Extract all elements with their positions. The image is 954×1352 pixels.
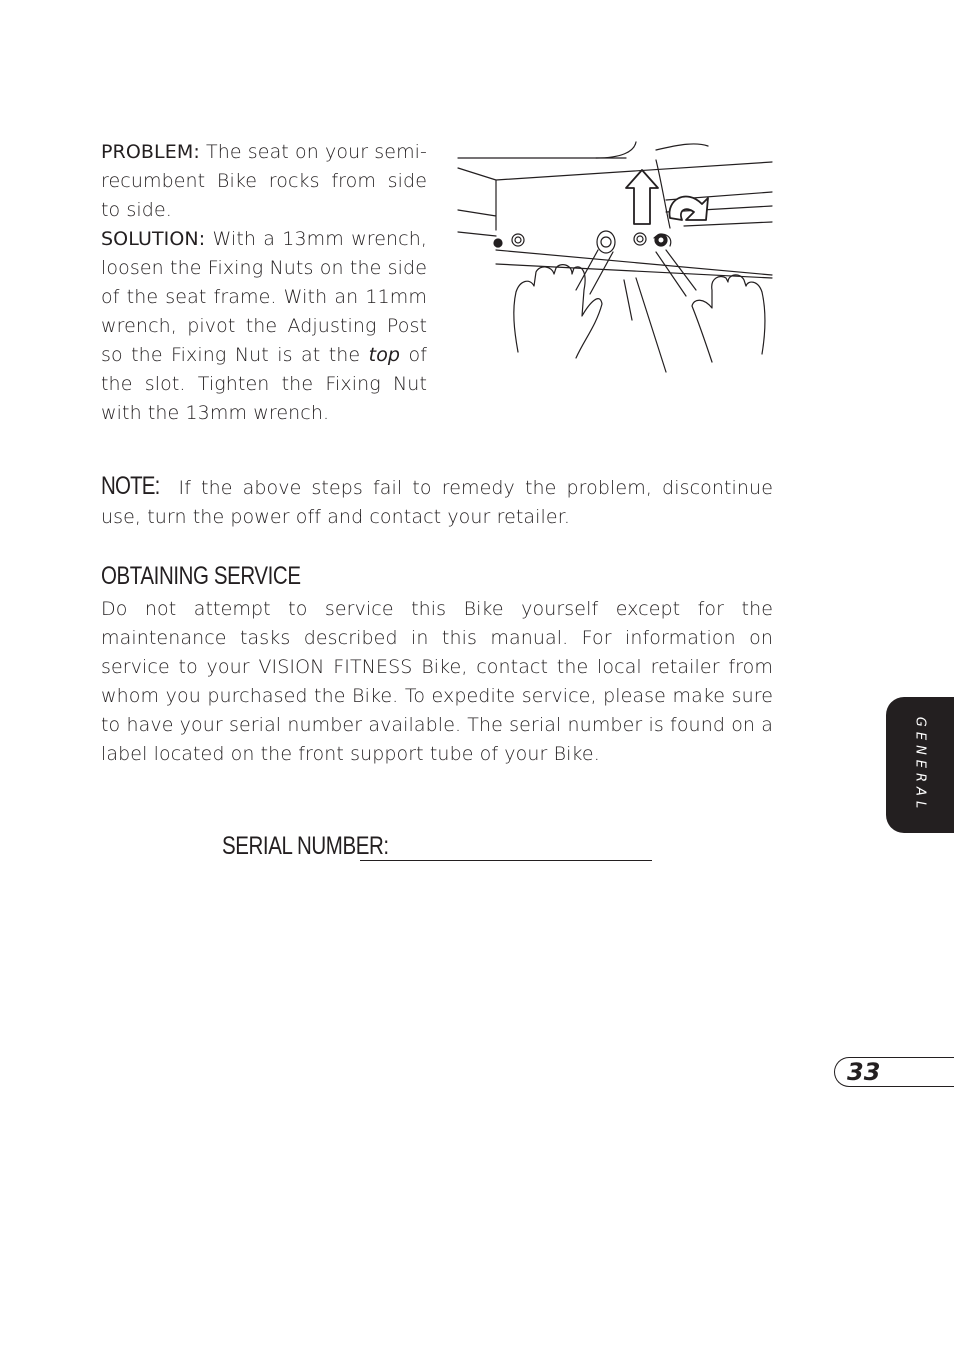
serial-number-blank-line [360,860,652,861]
solution-label: SOLUTION: [101,228,206,250]
seat-cushion [656,160,670,228]
note-block [101,472,773,532]
hand-icon [514,265,602,358]
hand-icon [692,275,765,362]
seat-curve [596,142,772,226]
wrench-icon [576,231,615,294]
obtaining-service-text: Do not attempt to service this Bike yourself except for the maintenance tasks described in this manual. For information on service to your VISION FITNESS Bike, contact the local retailer from whom you purchased the Bike. To expedite service, please make sure to have your serial number available. The serial number is found on a label located on the front support tube of your Bike. [101,598,773,765]
serial-number-label: SERIAL NUMBER: [222,832,389,860]
problem-label: PROBLEM: [101,141,200,163]
problem-text: The seat on your semi-recumbent Bike rocks from side to side. [101,141,428,221]
page-number: 33 [847,1058,881,1086]
seat-frame [458,158,772,278]
arrow-up-icon [626,170,658,224]
seat-adjustment-illustration [456,140,774,375]
problem-solution-block [101,138,427,428]
rotate-arrow-icon [669,197,708,220]
solution-text-after: of the slot. Tighten the Fixing Nut with the 13mm wrench. [101,344,428,424]
note-label: NOTE: [101,472,160,500]
section-tab-label: GENERAL [912,716,928,814]
nut-icon [634,233,667,246]
page-number-badge [834,1057,954,1087]
solution-emphasis: top [368,344,401,366]
note-text: If the above steps fail to remedy the problem, discontinue use, turn the power off and contact your retailer. [101,477,773,528]
section-title-obtaining-service: OBTAINING SERVICE [101,562,301,590]
section-tab-general [886,697,954,833]
support-post [624,278,666,372]
nut-icon [494,234,524,247]
solution-text-before: With a 13mm wrench, loosen the Fixing Nuts on the side of the seat frame. With an 11mm wrench, pivot the Adjusting Post so the Fixing Nut is at the [101,228,428,366]
